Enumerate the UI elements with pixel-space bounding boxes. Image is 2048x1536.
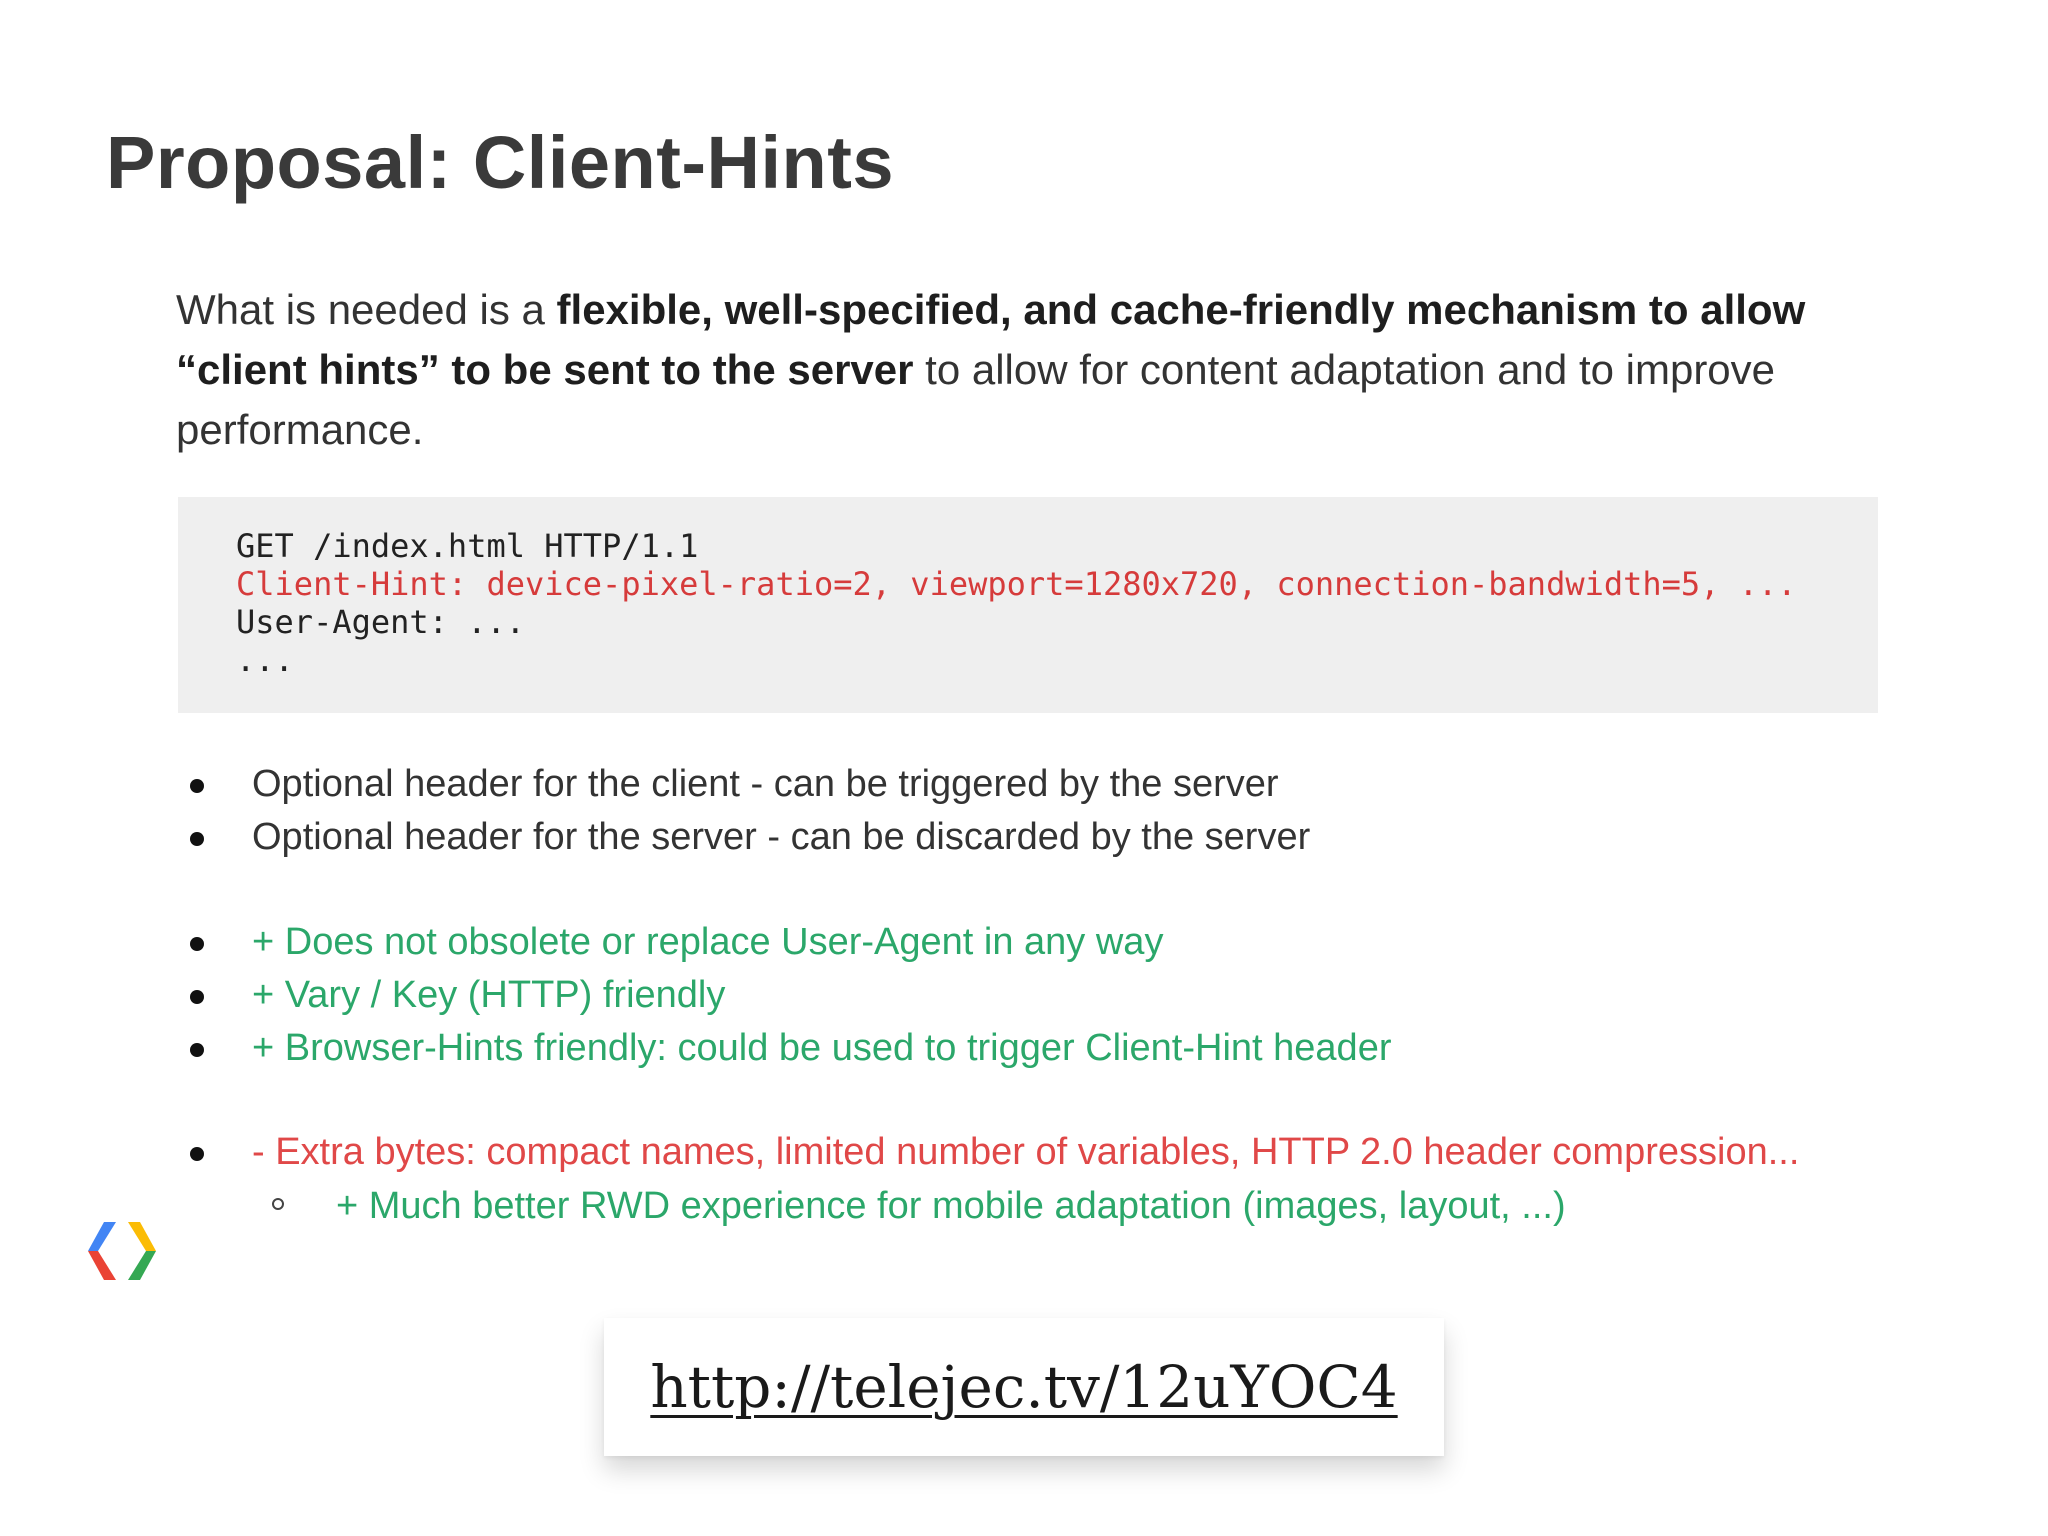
- hollow-bullet-icon: [272, 1198, 284, 1210]
- cons-bullet-list: [186, 1126, 1886, 1179]
- neutral-bullet-list: [186, 758, 1886, 864]
- short-link[interactable]: http://telejec.tv/12uYOC4: [650, 1353, 1398, 1421]
- intro-text-bold: flexible, well-specified, and cache-friendly mechanism to allow “client hints” to be sent to the server: [176, 286, 1806, 393]
- sub-bullet-item: [272, 1180, 1566, 1233]
- http-request-code-block: [178, 497, 1878, 713]
- list-item: + Vary / Key (HTTP) friendly: [186, 969, 1886, 1022]
- slide-title: Proposal: Client-Hints: [106, 121, 895, 204]
- short-link-card[interactable]: [604, 1318, 1444, 1456]
- intro-text-start: What is needed is a: [176, 286, 557, 333]
- list-item: + Does not obsolete or replace User-Agent in any way: [186, 916, 1886, 969]
- code-line-request: GET /index.html HTTP/1.1: [236, 527, 699, 565]
- list-item: - Extra bytes: compact names, limited number of variables, HTTP 2.0 header compression...: [186, 1126, 1886, 1179]
- intro-text-end: to allow for content adaptation and to improve performance.: [176, 346, 1776, 453]
- pros-bullet-list: [186, 916, 1886, 1075]
- google-developers-logo-icon: [86, 1220, 158, 1282]
- list-item: Optional header for the client - can be triggered by the server: [186, 758, 1886, 811]
- intro-paragraph: [176, 280, 1896, 460]
- code-line-ellipsis: ...: [236, 641, 294, 679]
- list-item: + Browser-Hints friendly: could be used to trigger Client-Hint header: [186, 1022, 1886, 1075]
- code-line-client-hint: Client-Hint: device-pixel-ratio=2, viewport=1280x720, connection-bandwidth=5, ...: [236, 565, 1797, 603]
- code-line-user-agent: User-Agent: ...: [236, 603, 525, 641]
- list-item: Optional header for the server - can be discarded by the server: [186, 811, 1886, 864]
- sub-bullet-text: + Much better RWD experience for mobile adaptation (images, layout, ...): [336, 1185, 1566, 1227]
